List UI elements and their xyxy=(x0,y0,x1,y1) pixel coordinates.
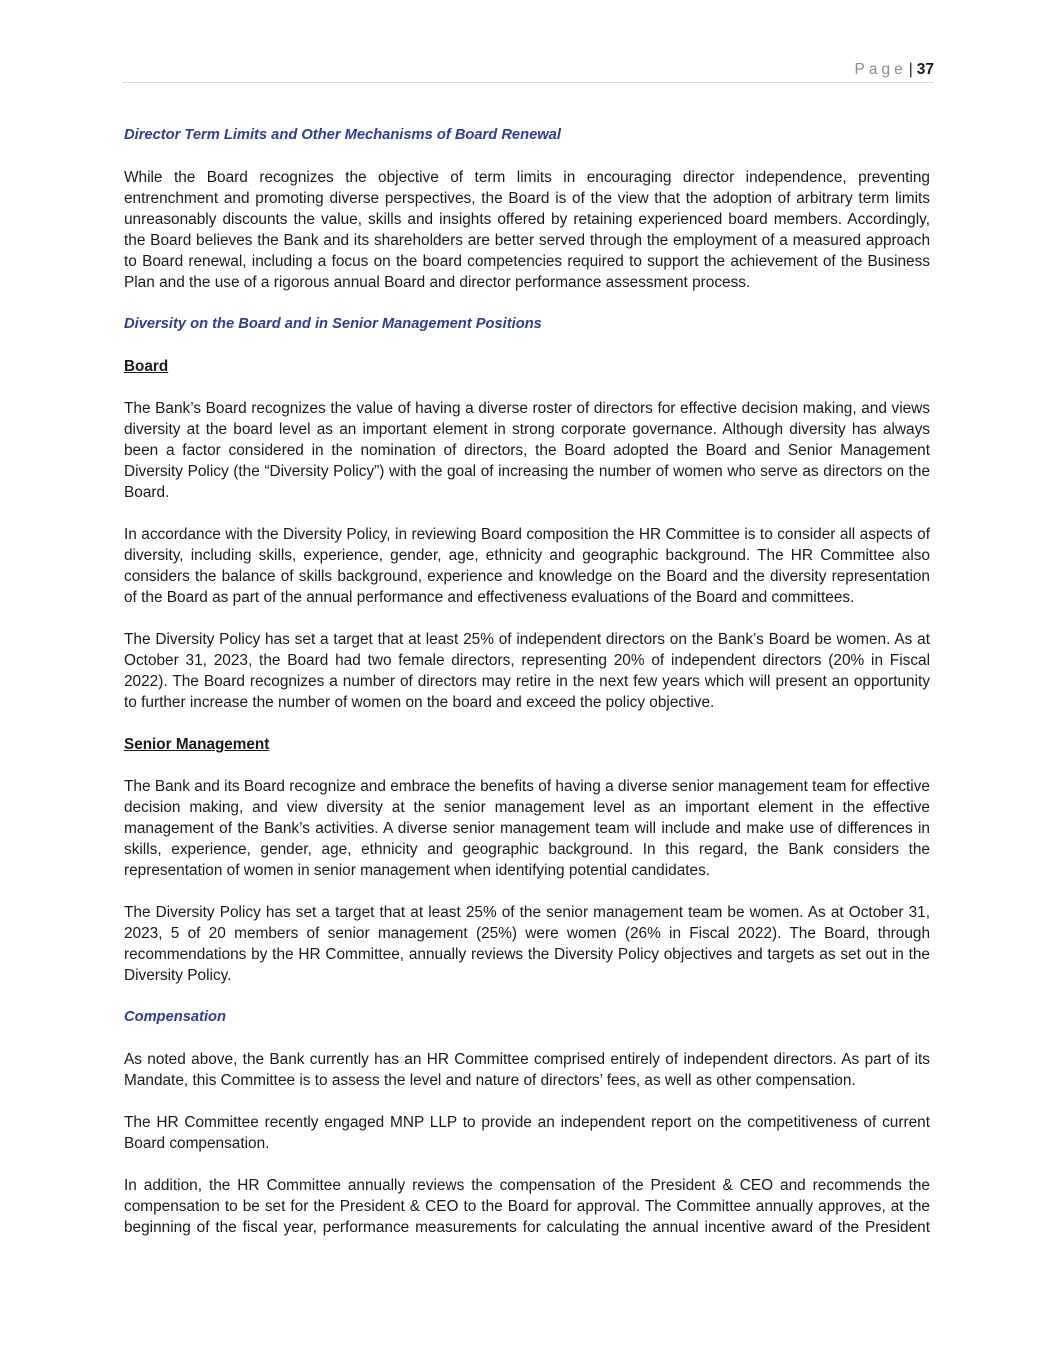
subheading-senior-management: Senior Management xyxy=(124,736,270,753)
page-word: Page xyxy=(854,61,907,78)
spacer xyxy=(124,293,930,314)
paragraph-compensation-2: The HR Committee recently engaged MNP LLP to provide an independent report on the competitiveness of current Board compensation. xyxy=(124,1114,930,1152)
spacer xyxy=(124,986,930,1007)
subheading-board: Board xyxy=(124,358,169,375)
spacer xyxy=(124,608,930,629)
paragraph-senior-2: The Diversity Policy has set a target that at least 25% of the senior management team be women. As at October 31, 2023, 5 of 20 members of senior management (25%) were women (26% in Fiscal 2022). The Board, through recommendations by the HR Committee, annually reviews the Diversity Policy objectives and targets as set out in the Diversity Policy. xyxy=(124,904,930,984)
spacer xyxy=(124,755,930,776)
spacer xyxy=(124,1154,930,1175)
section-heading-compensation: Compensation xyxy=(124,1009,227,1025)
spacer xyxy=(124,1028,930,1049)
page-number-label xyxy=(855,60,934,80)
spacer xyxy=(124,713,930,734)
section-heading-diversity: Diversity on the Board and in Senior Management Positions xyxy=(124,316,542,332)
paragraph-senior-1: The Bank and its Board recognize and embrace the benefits of having a diverse senior management team for effective decision making, and view diversity at the senior management level as an important element in the effective management of the Bank’s activities. A diverse senior management team will include and make use of differences in skills, experience, gender, age, ethnicity and geographic background. In this regard, the Bank considers the representation of women in senior management when identifying potential candidates. xyxy=(124,778,930,879)
page-number: 37 xyxy=(916,61,934,78)
spacer xyxy=(124,335,930,356)
spacer xyxy=(124,503,930,524)
section-heading-term-limits: Director Term Limits and Other Mechanisms of Board Renewal xyxy=(124,127,561,143)
spacer xyxy=(124,881,930,902)
paragraph-term-limits: While the Board recognizes the objective of term limits in encouraging director independence, preventing entrenchment and promoting diverse perspectives, the Board is of the view that the adoption of arbitrary term limits unreasonably discounts the value, skills and insights offered by retaining experienced board members. Accordingly, the Board believes the Bank and its shareholders are better served through the employment of a measured approach to Board renewal, including a focus on the board competencies required to support the achievement of the Business Plan and the use of a rigorous annual Board and director performance assessment process. xyxy=(124,169,930,291)
page-header xyxy=(122,60,934,83)
paragraph-board-2: In accordance with the Diversity Policy, in reviewing Board composition the HR Committee is to consider all aspects of diversity, including skills, experience, gender, age, ethnicity and geographic background. The HR Committee also considers the balance of skills background, experience and knowledge on the Board and the diversity representation of the Board as part of the annual performance and effectiveness evaluations of the Board and committees. xyxy=(124,526,930,606)
paragraph-board-3: The Diversity Policy has set a target that at least 25% of independent directors on the Bank’s Board be women. As at October 31, 2023, the Board had two female directors, representing 20% of independent directors (20% in Fiscal 2022). The Board recognizes a number of directors may retire in the next few years which will present an opportunity to further increase the number of women on the board and exceed the policy objective. xyxy=(124,631,930,711)
paragraph-compensation-3: In addition, the HR Committee annually reviews the compensation of the President & CEO and recommends the compensation to be set for the President & CEO to the Board for approval. The Committee annually approves, at the beginning of the fiscal year, performance measurements for calculating the annual incentive award of the President xyxy=(124,1177,930,1236)
spacer xyxy=(124,146,930,167)
spacer xyxy=(124,377,930,398)
paragraph-board-1: The Bank’s Board recognizes the value of having a diverse roster of directors for effective decision making, and views diversity at the board level as an important element in strong corporate governance. Although diversity has always been a factor considered in the nomination of directors, the Board adopted the Board and Senior Management Diversity Policy (the “Diversity Policy”) with the goal of increasing the number of women who serve as directors on the Board. xyxy=(124,400,930,501)
document-body xyxy=(124,125,930,1238)
paragraph-compensation-1: As noted above, the Bank currently has an HR Committee comprised entirely of independent directors. As part of its Mandate, this Committee is to assess the level and nature of directors’ fees, as well as other compensation. xyxy=(124,1051,930,1089)
page-separator: | xyxy=(908,61,913,78)
spacer xyxy=(124,1091,930,1112)
